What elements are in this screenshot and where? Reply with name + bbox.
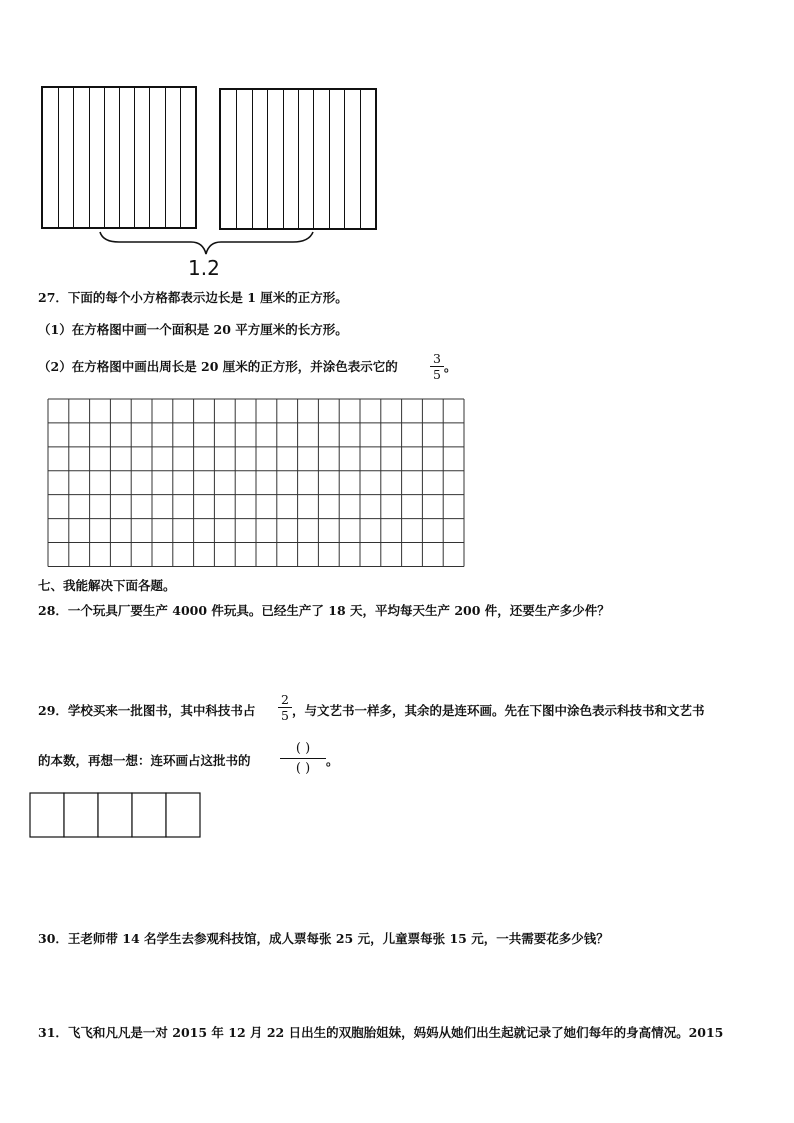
strip-divider <box>180 88 181 227</box>
q31-text: 31．飞飞和凡凡是一对 2015 年 12 月 22 日出生的双胞胎姐妹，妈妈从她们出生起就记录了她们每年的身高情况。2015 <box>38 1025 724 1040</box>
q29-line1-end: ，与文艺书一样多，其余的是连环画。先在下图中涂色表示科技书和文艺书 <box>292 703 705 718</box>
q29-box-strip[interactable] <box>29 792 201 838</box>
strip-divider <box>58 88 59 227</box>
q29-box[interactable] <box>98 793 132 837</box>
strip-divider <box>165 88 166 227</box>
q29-answer-den[interactable]: ( ) <box>295 761 311 776</box>
q29-box[interactable] <box>132 793 166 837</box>
q29-line2-start: 的本数，再想一想：连环画占这批书的 <box>38 753 251 768</box>
q29-answer-num[interactable]: ( ) <box>295 741 311 756</box>
strip-divider <box>236 90 237 228</box>
strip-divider <box>104 88 105 227</box>
strip-divider <box>313 90 314 228</box>
left-strip-figure <box>41 86 197 229</box>
q29-line1-start: 29．学校买来一批图书，其中科技书占 <box>38 703 256 718</box>
q29-fraction <box>278 693 292 722</box>
q27-part1: （1）在方格图中画一个面积是 20 平方厘米的长方形。 <box>38 322 348 337</box>
q29-box[interactable] <box>166 793 200 837</box>
strip-divider <box>360 90 361 228</box>
strip-divider <box>329 90 330 228</box>
right-strip-figure <box>219 88 377 230</box>
strip-divider <box>267 90 268 228</box>
q29-box[interactable] <box>30 793 64 837</box>
q28-text: 28．一个玩具厂要生产 4000 件玩具。已经生产了 18 天，平均每天生产 200 件，还要生产多少件？ <box>38 603 610 618</box>
strip-divider <box>298 90 299 228</box>
strip-divider <box>283 90 284 228</box>
strip-divider <box>252 90 253 228</box>
q27-part2 <box>38 359 398 375</box>
strip-divider <box>149 88 150 227</box>
section-7-title: 七、我能解决下面各题。 <box>38 578 176 593</box>
q30-text: 30．王老师带 14 名学生去参观科技馆，成人票每张 25 元，儿童票每张 15 元，一共需要花多少钱？ <box>38 931 609 946</box>
strip-divider <box>119 88 120 227</box>
q27-fraction-den: 5 <box>433 367 441 382</box>
brace-label: 1.2 <box>188 256 220 280</box>
q29-box[interactable] <box>64 793 98 837</box>
square-grid[interactable] <box>47 398 467 570</box>
strip-divider <box>134 88 135 227</box>
q29-answer-fraction[interactable] <box>280 741 326 776</box>
strip-divider <box>344 90 345 228</box>
q27-part2-end: 。 <box>444 359 457 374</box>
strip-divider <box>73 88 74 227</box>
q29-fraction-num: 2 <box>281 692 289 707</box>
q29-line2-end: 。 <box>326 753 339 768</box>
q29-fraction-den: 5 <box>281 708 289 723</box>
q27-fraction <box>430 352 444 381</box>
q27-fraction-num: 3 <box>433 351 441 366</box>
q27-stem: 27．下面的每个小方格都表示边长是 1 厘米的正方形。 <box>38 290 348 305</box>
strip-divider <box>89 88 90 227</box>
q27-part2-text: （2）在方格图中画出周长是 20 厘米的正方形，并涂色表示它的 <box>38 359 398 374</box>
